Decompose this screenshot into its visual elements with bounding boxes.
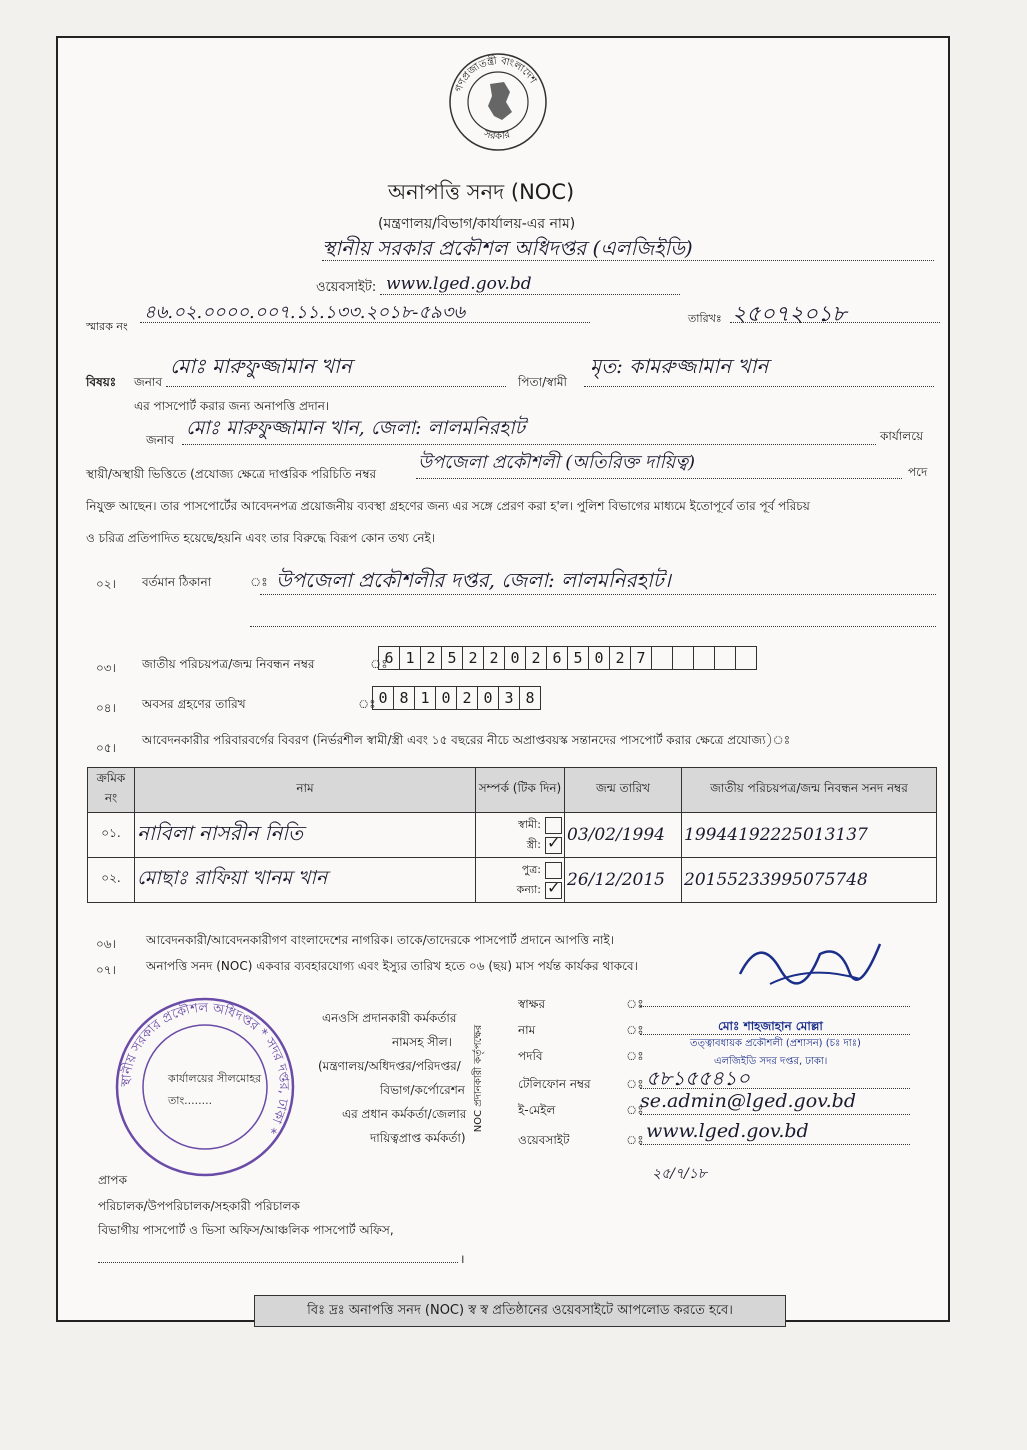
family-table: ক্রমিক নং নাম সম্পর্ক (টিক দিন) জন্ম তারিখ জাতীয় পরিচয়পত্র/জন্ম নিবন্ধন সনদ নম্বর ০১. নাবিলা নাসরীন নিতি স্বামী: স্ত্রী:✓ 03/02/1994 19944192225013137 ০২. মোছাঃ রাফিয়া খানম খান পুত্র: কন্যা:✓ 26/12/2015 20155233995075748 [87,767,937,903]
family-member-dob: 26/12/2015 [565,858,682,903]
memo-number: ৪৬.০২.০০০০.০০৭.১১.১৩৩.২০১৮-৫৯৩৬ [144,302,466,323]
nid-digit-box: 2 [483,646,505,670]
office-seal [110,992,300,1182]
officer-designation: তত্ত্বাবধায়ক প্রকৌশলী (প্রশাসন) (চঃ দাঃ) [690,1038,861,1049]
retire-digit-box: 8 [519,686,541,710]
relation-checkbox[interactable] [545,862,562,879]
website-label: ওয়েবসাইট: [316,280,377,295]
subject-label: বিষয়ঃ [86,375,117,389]
page-subtitle: (মন্ত্রণালয়/বিভাগ/কার্যালয়-এর নাম) [378,216,576,232]
svg-text:তাং........: তাং........ [168,1094,213,1107]
nid-digit-box [672,646,694,670]
nid-number-boxes [378,646,756,670]
family-label: আবেদনকারীর পরিবারবর্গের বিবরণ (নির্ভরশীল স্বামী/স্ত্রী এবং ১৫ বছরের নীচে অপ্রাপ্তবয়স্ক সন্তানদের পাসপোর্ট করার ক্ষেত্রে প্রযোজ্য)ঃ [142,733,791,747]
retire-digit-box: 2 [456,686,478,710]
family-member-dob: 03/02/1994 [565,813,682,858]
applicant-name-2: মোঃ মারুফুজ্জামান খান, জেলা: লালমনিরহাট [186,417,526,439]
table-row: ০২. মোছাঃ রাফিয়া খানম খান পুত্র: কন্যা:✓ 26/12/2015 20155233995075748 [88,858,937,903]
nid-digit-box: 2 [609,646,631,670]
retirement-date-boxes [372,686,540,710]
retire-digit-box: 3 [498,686,520,710]
nid-digit-box: 0 [588,646,610,670]
footer-note: বিঃ দ্রঃ অনাপত্তি সনদ (NOC) স্ব স্ব প্রতিষ্ঠানের ওয়েবসাইটে আপলোড করতে হবে। [254,1295,786,1327]
nid-digit-box: 7 [630,646,652,670]
applicant-name: মোঃ মারুফুজ্জামান খান [170,354,352,378]
retire-digit-box: 0 [477,686,499,710]
signature [720,924,900,1004]
family-member-name: মোছাঃ রাফিয়া খানম খান [135,858,476,903]
page-title: অনাপত্তি সনদ (NOC) [388,180,575,204]
table-row: ০১. নাবিলা নাসরীন নিতি স্বামী: স্ত্রী:✓ 03/02/1994 19944192225013137 [88,813,937,858]
nid-digit-box: 2 [462,646,484,670]
date-value: ২৫০৭২০১৮ [732,302,847,327]
designation: উপজেলা প্রকৌশলী (অতিরিক্ত দায়িত্ব) [418,452,696,473]
svg-text:কার্যালয়ের সীলমোহর: কার্যালয়ের সীলমোহর [168,1072,262,1085]
relation-checkbox[interactable] [545,882,562,899]
retire-digit-box: 0 [372,686,394,710]
nid-digit-box: 5 [441,646,463,670]
nid-digit-box: 5 [567,646,589,670]
nid-digit-box: 6 [378,646,400,670]
father-name: মৃত: কামরুজ্জামান খান [590,354,769,378]
retire-digit-box: 0 [435,686,457,710]
family-member-nid: 19944192225013137 [682,813,937,858]
svg-text:সরকার: সরকার [482,128,512,143]
initial-date: ২৫/৭/১৮ [652,1166,707,1182]
nid-digit-box: 6 [546,646,568,670]
present-address: উপজেলা প্রকৌশলীর দপ্তর, জেলা: লালমনিরহাট। [276,568,671,592]
nid-digit-box [651,646,673,670]
nid-digit-box: 0 [504,646,526,670]
government-emblem [446,50,550,154]
nid-digit-box: 2 [525,646,547,670]
officer-office: এলজিইডি সদর দপ্তর, ঢাকা। [714,1056,828,1067]
svg-text:স্থানীয় সরকার প্রকৌশল অধিদপ্ত: স্থানীয় সরকার প্রকৌশল অধিদপ্তর * সদর দপ্তর, ঢাকা * [118,1000,292,1136]
relation-checkbox[interactable] [545,817,562,834]
retire-digit-box: 1 [414,686,436,710]
nid-digit-box [693,646,715,670]
relation-checkbox[interactable] [545,837,562,854]
nid-digit-box: 2 [420,646,442,670]
officer-name: মোঃ শাহজাহান মোল্লা [718,1019,823,1033]
website-value: www.lged.gov.bd [386,274,532,294]
nid-digit-box: 1 [399,646,421,670]
family-member-nid: 20155233995075748 [682,858,937,903]
svg-text:গণপ্রজাতন্ত্রী বাংলাদেশ: গণপ্রজাতন্ত্রী বাংলাদেশ [453,55,539,94]
office-name: স্থানীয় সরকার প্রকৌশল অধিদপ্তর (এলজিইডি) [322,236,693,260]
nid-digit-box [714,646,736,670]
vertical-label: NOC প্রদানকারী কর্তৃপক্ষের [473,1024,485,1133]
nid-digit-box [735,646,757,670]
officer-phone: ৫৮১৫৫৪১০ [646,1066,750,1090]
retire-digit-box: 8 [393,686,415,710]
date-label: তারিখঃ [688,312,722,325]
memo-label: স্মারক নং [86,320,128,333]
family-member-name: নাবিলা নাসরীন নিতি [135,813,476,858]
officer-email: se.admin@lged.gov.bd [640,1090,856,1112]
officer-website: www.lged.gov.bd [646,1120,809,1142]
